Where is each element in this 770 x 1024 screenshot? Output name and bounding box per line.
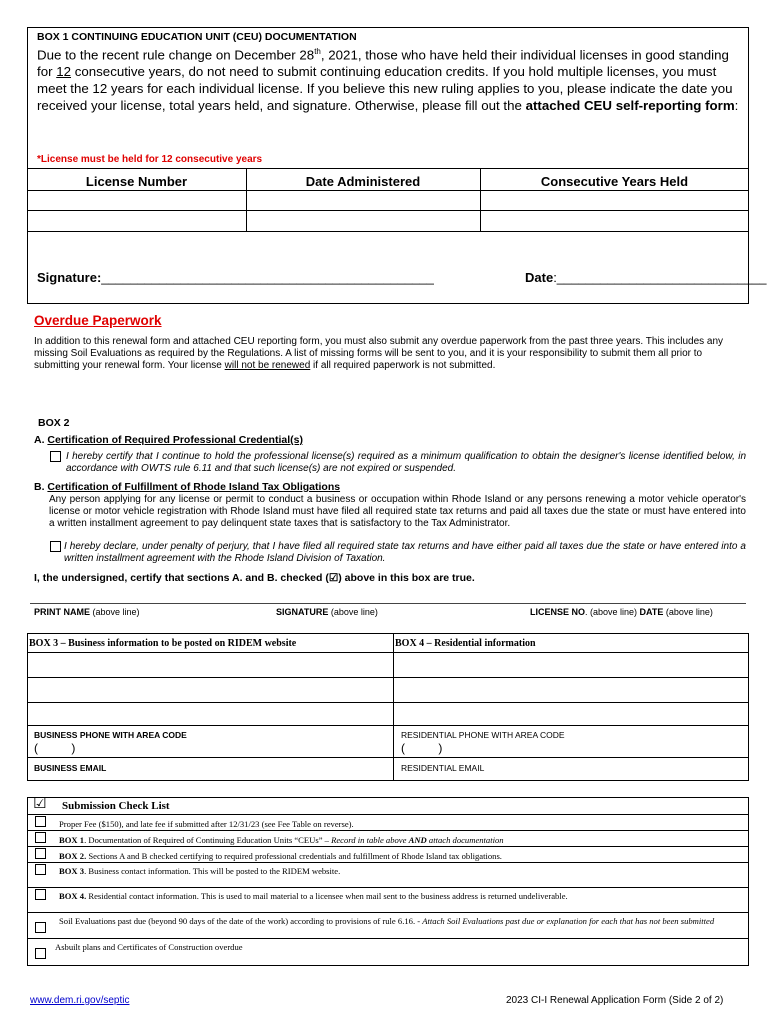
license-date-label: LICENSE NO. (above line) DATE (above line): [530, 607, 713, 617]
col-consecutive-years: Consecutive Years Held: [540, 174, 689, 189]
box1-title: BOX 1 CONTINUING EDUCATION UNIT (CEU) DOCUMENTATION: [37, 31, 357, 43]
checklist-item-fee: Proper Fee ($150), and late fee if submitted after 12/31/23 (see Fee Table on reverse).: [59, 819, 354, 829]
checklist-item-asbuilt: Asbuilt plans and Certificates of Construction overdue: [55, 942, 243, 952]
box3-title: BOX 3 – Business information to be posted on RIDEM website: [29, 638, 297, 649]
checklist-checkbox-box1[interactable]: [35, 832, 46, 843]
box4-title: BOX 4 – Residential information: [395, 638, 536, 649]
section-b-declaration: I hereby declare, under penalty of perjury, that I have filed all required state tax returns and have either paid all taxes due the state or have entered into a written installment agreement with the Rhode Island Division of Taxation.: [64, 541, 746, 565]
col-license-number: License Number: [85, 174, 188, 189]
checklist-header-check-icon: ☑: [33, 794, 47, 812]
print-name-label: PRINT NAME (above line): [34, 607, 140, 617]
signature-field[interactable]: Signature:______________________________________________: [37, 270, 434, 285]
section-a-checkbox[interactable]: [50, 451, 61, 462]
residential-phone-label: RESIDENTIAL PHONE WITH AREA CODE: [401, 730, 565, 740]
license-row-2[interactable]: [28, 211, 748, 230]
residential-info-line-3[interactable]: [394, 703, 748, 724]
section-a-text: I hereby certify that I continue to hold the professional license(s) required as a minimum qualification to obtain the designer's license identified below, in accordance with OWTS rule 6.11 and that such license(s) are not expired or suspended.: [66, 451, 746, 475]
checklist-title: Submission Check List: [62, 800, 170, 812]
checklist-line: [27, 814, 749, 815]
business-phone-input[interactable]: ( ): [34, 741, 76, 755]
checklist-line: [27, 846, 749, 847]
checklist-item-box4: BOX 4. Residential contact information. This is used to mail material to a licensee when mail sent to the business address is returned undeliverable.: [59, 891, 568, 901]
section-b-heading: B. Certification of Fulfillment of Rhode Island Tax Obligations: [34, 481, 341, 493]
license-row-1[interactable]: [28, 191, 748, 210]
col-date-administered: Date Administered: [305, 174, 421, 189]
checklist-line: [27, 887, 749, 888]
section-b-checkbox[interactable]: [50, 541, 61, 552]
checklist-checkbox-box3[interactable]: [35, 864, 46, 875]
section-b-text: Any person applying for any license or permit to conduct a business or occupation within Rhode Island or any persons renewing a motor vehicle operator's license or motor vehicle registration with Rhode Island must have filed all required state tax returns and paid all taxes due the state or must have entered into a written installment agreement to pay delinquent state taxes that is satisfactory to the Tax Administrator.: [49, 494, 746, 530]
business-email-label: BUSINESS EMAIL: [34, 763, 107, 773]
box1-intro: Due to the recent rule change on December 28th, 2021, those who have held their individual licenses in good standing for 12 consecutive years, do not need to submit continuing education credits. If you hold multiple licenses, you must meet the 12 years for each individual license. If you believe this new ruling applies to you, please indicate the date you received your license, total years held, and signature. Otherwise, please fill out the attached CEU self-reporting form:: [37, 47, 739, 114]
box-line: [27, 725, 749, 726]
checklist-line: [27, 862, 749, 863]
checklist-line: [27, 830, 749, 831]
box2-title: BOX 2: [38, 417, 70, 429]
checklist-item-box1: BOX 1. Documentation of Required of Continuing Education Units “CEUs” – Record in table above AND attach documentation: [59, 835, 504, 845]
checklist-checkbox-box4[interactable]: [35, 889, 46, 900]
overdue-text: In addition to this renewal form and attached CEU reporting form, you must also submit any overdue paperwork from the past three years. This includes any missing Soil Evaluations as required by the Regulations. A list of missing forms will be sent to you, and it is your responsibility to submit them all prior to submitting your renewal form. Your license will not be renewed if all required paperwork is not submitted.: [34, 336, 724, 372]
overdue-heading: Overdue Paperwork: [34, 313, 162, 328]
residential-phone-input[interactable]: ( ): [401, 741, 443, 755]
residential-info-line-2[interactable]: [394, 678, 748, 701]
checklist-checkbox-soil[interactable]: [35, 922, 46, 933]
checklist-line: [27, 912, 749, 913]
business-info-line-3[interactable]: [28, 703, 392, 724]
checklist-checkbox-asbuilt[interactable]: [35, 948, 46, 959]
residential-info-line-1[interactable]: [394, 653, 748, 676]
footer-form-name: 2023 CI-I Renewal Application Form (Side 2 of 2): [506, 995, 724, 1006]
checklist-checkbox-box2[interactable]: [35, 848, 46, 859]
checklist-checkbox-fee[interactable]: [35, 816, 46, 827]
checklist-item-soil: Soil Evaluations past due (beyond 90 days of the date of the work) according to provisions of rule 6.16. - Attach Soil Evaluations past due or explanation for each that has not been submitted: [59, 916, 715, 926]
business-phone-label: BUSINESS PHONE WITH AREA CODE: [34, 730, 187, 740]
business-info-line-1[interactable]: [28, 653, 392, 676]
certify-statement: I, the undersigned, certify that sections A. and B. checked (☑) above in this box are true.: [34, 572, 475, 584]
checklist-line: [27, 938, 749, 939]
table-top-line: [27, 168, 749, 169]
signature-line[interactable]: [30, 603, 746, 604]
business-info-line-2[interactable]: [28, 678, 392, 701]
residential-email-label: RESIDENTIAL EMAIL: [401, 763, 485, 773]
license-note: *License must be held for 12 consecutive years: [37, 154, 263, 165]
table-bottom-line: [27, 231, 749, 232]
checklist-item-box3: BOX 3. Business contact information. This will be posted to the RIDEM website.: [59, 866, 341, 876]
footer-link[interactable]: www.dem.ri.gov/septic: [30, 995, 130, 1006]
checklist-item-box2: BOX 2. Sections A and B checked certifying to required professional credentials and fulfillment of Rhode Island tax obligations.: [59, 851, 502, 861]
section-a-heading: A. Certification of Required Professional Credential(s): [34, 434, 303, 446]
date-field[interactable]: Date:_____________________________: [525, 270, 767, 285]
signature-label: SIGNATURE (above line): [276, 607, 378, 617]
box-line: [27, 757, 749, 758]
